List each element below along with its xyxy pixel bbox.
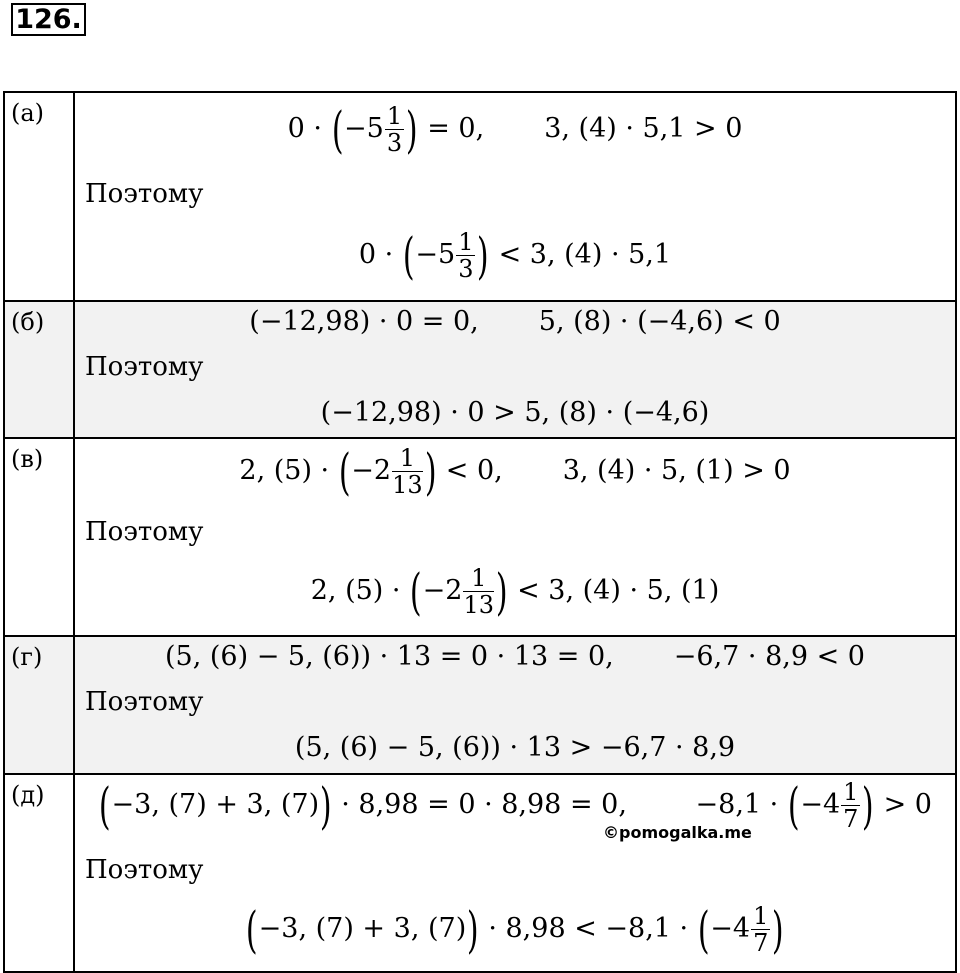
row-label: (а) [4,92,74,301]
row-label: (б) [4,301,74,438]
equation-line: 2, (5) · (−2 $\frac{1}{13}$ ) < 3, (4) · 5, (1) [310,562,720,621]
table-row [4,438,956,636]
table-row [4,301,956,438]
solution-table [3,91,957,973]
therefore-text: Поэтому [85,517,204,547]
equation-line: (−12,98) · 0 > 5, (8) · (−4,6) [320,397,710,428]
therefore-text: Поэтому [85,687,204,717]
table-row [4,636,956,774]
problem-number: 126. [11,3,86,36]
equation-line: 2, (5) · (−2 $\frac{1}{13}$ ) < 0, 3, (4) · 5, (1) > 0 [239,442,791,501]
row-label: (в) [4,438,74,636]
therefore-text: Поэтому [85,179,204,209]
equation-line: 0 · (−5 $\frac{1}{3}$ ) = 0, 3, (4) · 5,1 > 0 [287,100,743,159]
table-row [4,774,956,972]
therefore-text: Поэтому [85,352,204,382]
table-row [4,92,956,301]
equation-line: (−3, (7) + 3, (7)) · 8,98 = 0 · 8,98 = 0, −8,1 · (−4 $\frac{1}{7}$ ) > 0 [98,776,932,835]
equation-line: (−3, (7) + 3, (7)) · 8,98 < −8,1 · (−4 $\frac{1}{7}$ ) [246,900,784,959]
therefore-text: Поэтому [85,855,204,885]
watermark: ©pomogalka.me [603,823,752,842]
equation-line: 0 · (−5 $\frac{1}{3}$ ) < 3, (4) · 5,1 [358,226,672,285]
equation-line: (5, (6) − 5, (6)) · 13 > −6,7 · 8,9 [294,732,736,763]
row-label: (д) [4,774,74,972]
row-label: (г) [4,636,74,774]
equation-line: (−12,98) · 0 = 0, 5, (8) · (−4,6) < 0 [249,306,781,337]
equation-line: (5, (6) − 5, (6)) · 13 = 0 · 13 = 0, −6,7 · 8,9 < 0 [165,641,865,672]
